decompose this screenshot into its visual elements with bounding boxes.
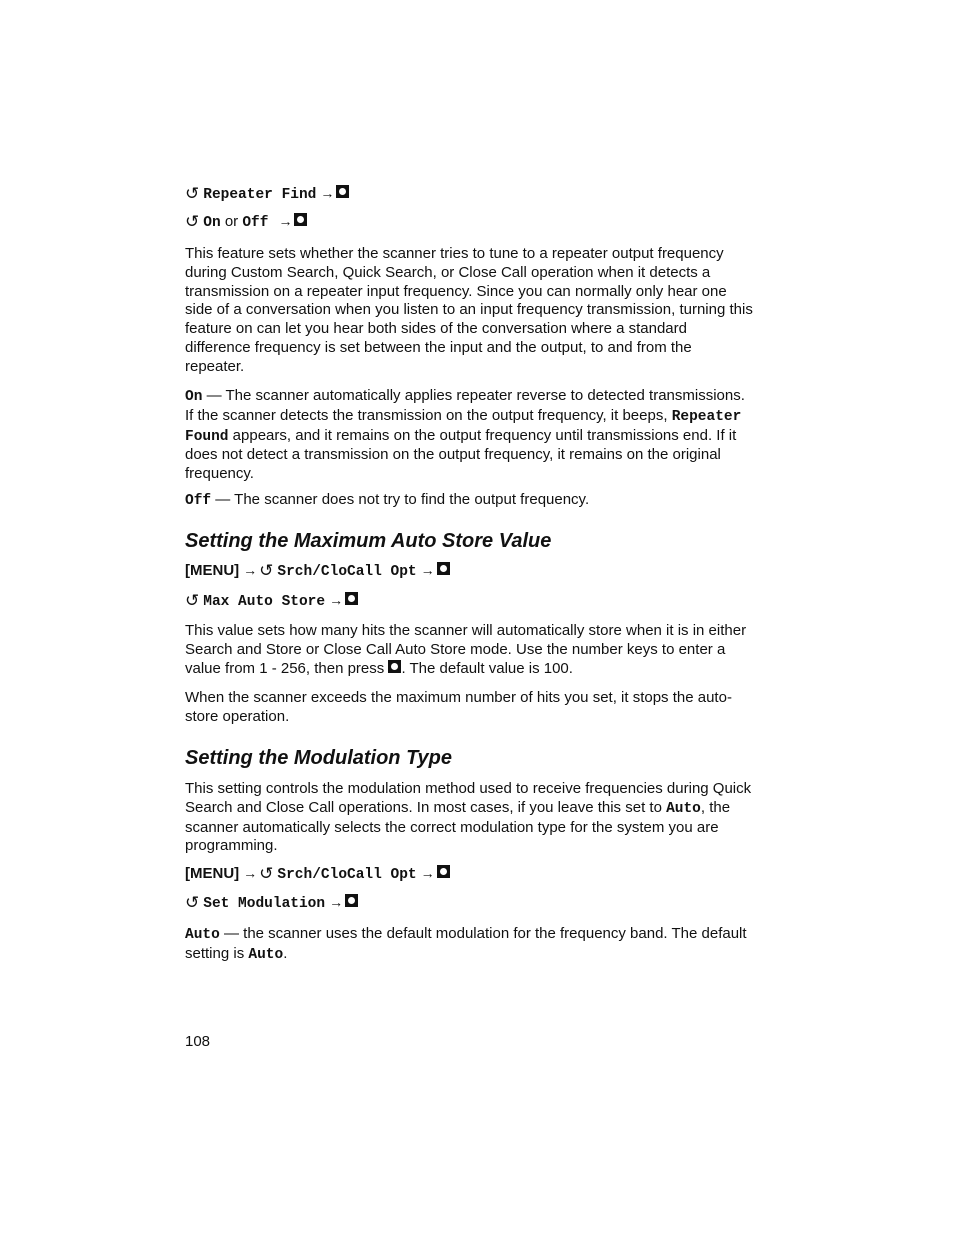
set-modulation-label: Set Modulation [203,896,326,912]
off-option: Off [242,215,269,231]
auto-default-term: Auto [248,946,284,963]
page-number: 108 [185,1033,211,1050]
srch-clocall-opt-label: Srch/CloCall Opt [277,867,417,883]
repeater-find-label: Repeater Find [203,187,317,203]
scroll-control-icon: ↺ [185,212,200,231]
scroll-control-icon: ↺ [185,893,200,912]
max-auto-store-note: When the scanner exceeds the maximum number of hits you set, it stops the auto-store operation. [185,689,732,725]
on-term: On [185,389,203,405]
max-auto-store-text-part2: . The default value is 100. [401,659,573,677]
off-term: Off [185,493,212,509]
max-auto-store-text-part1: This value sets how many hits the scanner will automatically store when it is in either Search and Store or Close Call Auto Store mode. Use the number keys to enter a value from 1 - 256, then press [185,622,747,677]
on-text-part2: appears, and it remains on the output frequency until transmissions end. If it does not detect a transmission on the output frequency, it remains on the original frequency. [185,426,737,483]
menu-key-label: [MENU] [185,865,240,882]
menu-path-srch-clocall-modulation [185,864,450,885]
arrow-right-icon: → [420,562,435,578]
enter-button-icon [336,185,349,198]
arrow-right-icon: → [320,185,335,201]
scroll-control-icon: ↺ [259,561,274,580]
srch-clocall-opt-label: Srch/CloCall Opt [277,564,417,580]
or-text: or [220,213,243,230]
modulation-auto-description [185,925,755,965]
on-option: On [203,215,221,231]
repeater-found-term: Repeater Found [185,408,742,445]
arrow-right-icon: → [329,894,344,910]
heading-max-auto-store: Setting the Maximum Auto Store Value [185,530,552,552]
enter-button-icon [437,865,450,878]
max-auto-store-description [185,622,755,678]
step-repeater-find [185,184,349,205]
auto-text-end: . [283,944,288,962]
repeater-on-description [185,387,755,484]
modulation-description [185,780,755,856]
arrow-right-icon: → [243,865,258,881]
step-max-auto-store [185,591,358,612]
menu-key-label: [MENU] [185,562,240,579]
auto-term: Auto [666,800,701,817]
arrow-right-icon: → [243,562,258,578]
scroll-control-icon: ↺ [185,591,200,610]
step-set-modulation [185,893,358,914]
enter-button-icon [345,592,358,605]
repeater-off-description [185,491,755,511]
auto-text: — the scanner uses the default modulation for the frequency band. The default setting is [185,925,747,962]
modulation-text-part1: This setting controls the modulation method used to receive frequencies during Quick Search and Close Call operations. In most cases, if you leave this set to [185,780,752,816]
enter-button-icon [437,562,450,575]
enter-button-icon [388,660,401,673]
off-text: — The scanner does not try to find the output frequency. [211,491,590,508]
arrow-right-icon: → [278,213,293,229]
step-on-or-off [185,212,307,233]
enter-button-icon [345,894,358,907]
arrow-right-icon: → [329,592,344,608]
repeater-description: This feature sets whether the scanner tries to tune to a repeater output frequency during Custom Search, Quick Search, or Close Call operation when it detects a transmission on a repeater input frequency. Since you can normally only hear one side of a conversation when you listen to an input frequency transmission, turning this feature on can let you hear both sides of the conversation where a standard difference frequency is set between the input and the output, to and from the repeater. [185,245,753,375]
max-auto-store-label: Max Auto Store [203,594,326,610]
on-text-part1: — The scanner automatically applies repeater reverse to detected transmissions. If the scanner detects the transmission on the output frequency, it beeps, [185,387,745,424]
modulation-text-part2: , the scanner automatically selects the correct modulation type for the system you are programming. [185,798,731,855]
scroll-control-icon: ↺ [259,864,274,883]
scroll-control-icon: ↺ [185,184,200,203]
enter-button-icon [294,213,307,226]
auto-option-term: Auto [185,927,220,943]
menu-path-srch-clocall [185,561,450,582]
arrow-right-icon: → [420,865,435,881]
heading-modulation-type: Setting the Modulation Type [185,747,453,769]
